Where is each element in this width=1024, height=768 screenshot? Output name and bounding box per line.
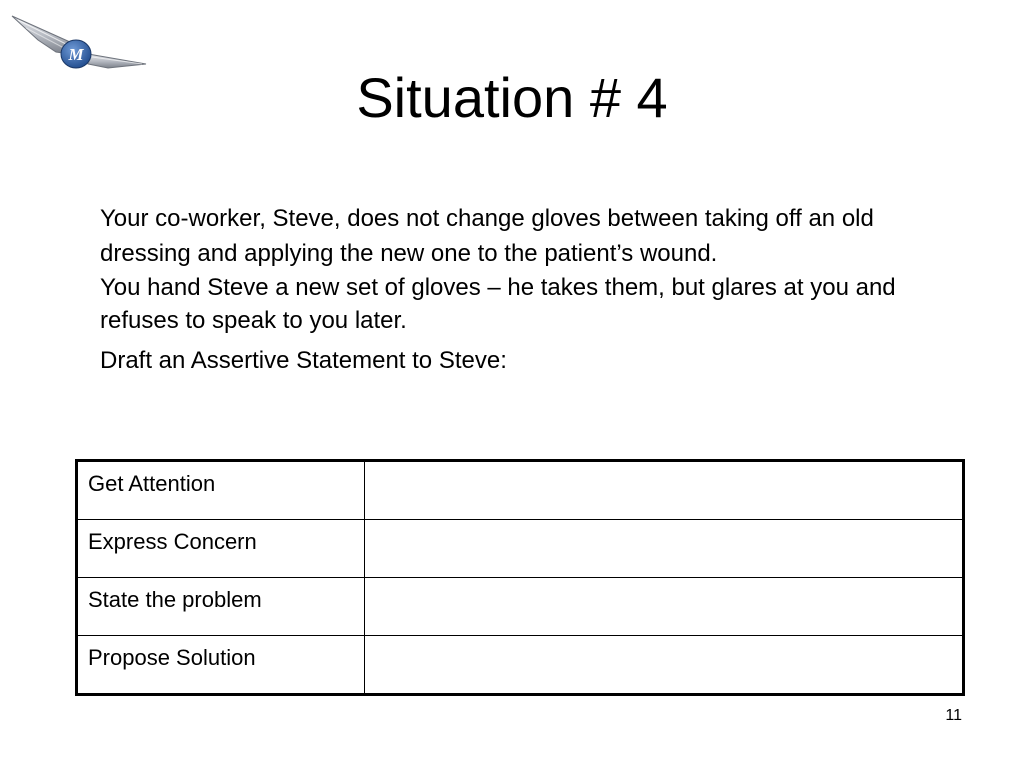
table-row [77,461,964,520]
slide-title: Situation # 4 [356,66,668,129]
scenario-paragraph: Your co-worker, Steve, does not change gloves between taking off an old dressing and applying the new one to the patient’s wound. [100,205,874,267]
row-label: State the problem [77,578,365,636]
row-answer-cell [365,520,964,578]
prompt-paragraph: Draft an Assertive Statement to Steve: [100,347,507,374]
row-label: Express Concern [77,520,365,578]
row-label: Get Attention [77,461,365,520]
row-label: Propose Solution [77,636,365,695]
row-answer-cell [365,461,964,520]
scenario-paragraph: You hand Steve a new set of gloves – he takes them, but glares at you and refuses to speak to you later. [100,274,896,334]
page-number: 11 [945,707,962,724]
table-row [77,636,964,695]
table-row [77,520,964,578]
assertive-statement-table [75,459,965,696]
row-answer-cell [365,578,964,636]
logo-letter: M [68,45,84,64]
row-answer-cell [365,636,964,695]
table-row [77,578,964,636]
scenario-text [100,201,950,377]
